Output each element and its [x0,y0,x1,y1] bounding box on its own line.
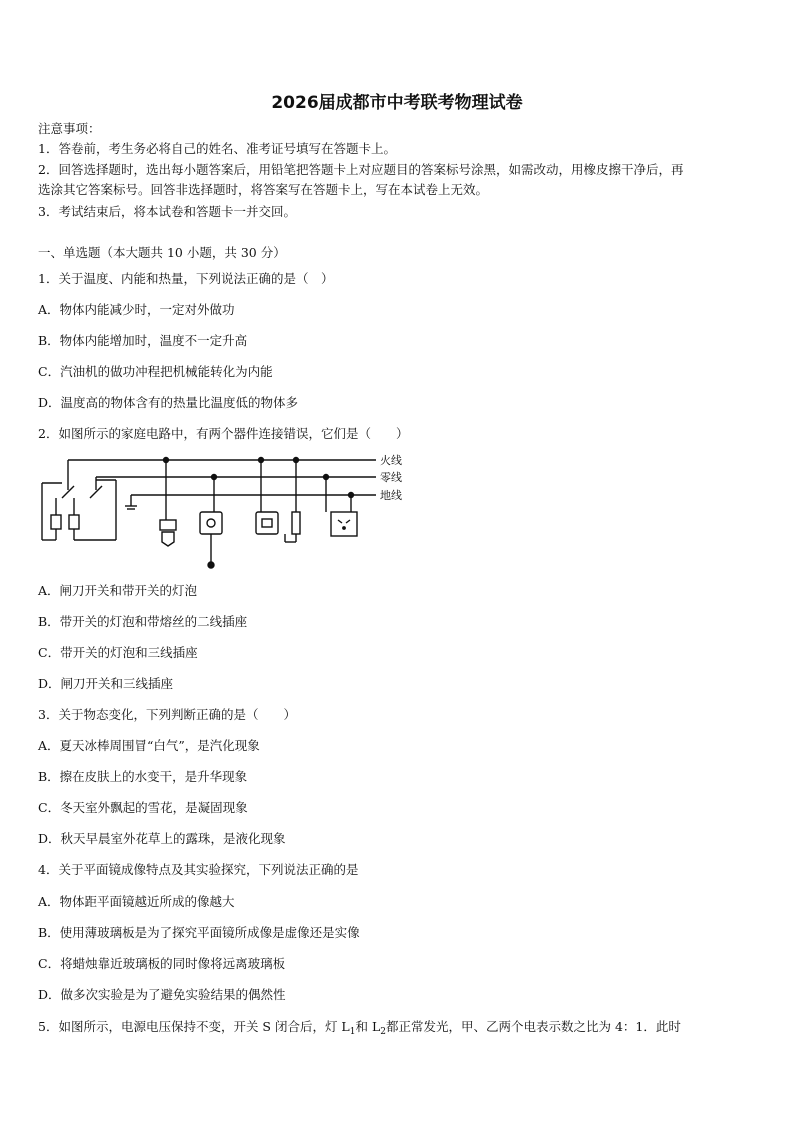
socket [256,512,278,534]
question-1-option-a: A．物体内能减少时，一定对外做功 [38,302,235,317]
three-pin-socket [331,512,357,536]
question-2-option-a: A．闸刀开关和带开关的灯泡 [38,583,198,598]
question-2-option-b: B．带开关的灯泡和带熔丝的二线插座 [38,614,248,629]
question-5-text: 5．如图所示，电源电压保持不变，开关 S 闭合后，灯 L [38,1019,350,1034]
question-5-text: 都正常发光，甲、乙两个电表示数之比为 4：1．此时 [386,1019,681,1034]
live-wire-label: 火线 [380,454,402,467]
question-3-option-d: D．秋天早晨室外花草上的露珠，是液化现象 [38,831,286,846]
neutral-wire-label: 零线 [380,471,402,484]
notice-item: 选涂其它答案标号。回答非选择题时，将答案写在答题卡上，写在本试卷上无效。 [38,182,489,197]
subscript: 2 [380,1027,386,1037]
question-4-option-c: C．将蜡烛靠近玻璃板的同时像将远离玻璃板 [38,956,286,971]
question-4-option-d: D．做多次实验是为了避免实验结果的偶然性 [38,987,286,1002]
question-5-stem [38,1019,681,1040]
socket-face [207,519,215,527]
knife-switch-fuse [69,515,79,529]
question-5-text: 和 L [355,1019,381,1034]
question-4-option-a: A．物体距平面镜越近所成的像越大 [38,894,235,909]
question-4-stem: 4．关于平面镜成像特点及其实验探究，下列说法正确的是 [38,862,359,877]
page-title: 2026届成都市中考联考物理试卷 [271,93,523,113]
question-1-stem: 1．关于温度、内能和热量，下列说法正确的是（ ） [38,271,334,286]
question-2-option-c: C．带开关的灯泡和三线插座 [38,645,198,660]
question-3-option-b: B．擦在皮肤上的水变干，是升华现象 [38,769,248,784]
notice-item: 3．考试结束后，将本试卷和答题卡一并交回。 [38,204,296,219]
question-3-stem: 3．关于物态变化，下列判断正确的是（ ） [38,707,296,722]
fuse [292,512,300,534]
question-2-option-d: D．闸刀开关和三线插座 [38,676,174,691]
section-heading: 一、单选题（本大题共 10 小题，共 30 分） [38,245,286,260]
ground-wire-label: 地线 [380,489,402,502]
notice-item: 2．回答选择题时，选出每小题答案后，用铅笔把答题卡上对应题目的答案标号涂黑，如需改动，用橡皮擦干净后，再 [38,162,684,177]
knife-switch-fuse [51,515,61,529]
question-3-option-c: C．冬天室外飘起的雪花，是凝固现象 [38,800,248,815]
socket-face [262,519,272,527]
junction-dot [208,562,214,568]
question-1-option-c: C．汽油机的做功冲程把机械能转化为内能 [38,364,273,379]
question-2-stem: 2．如图所示的家庭电路中，有两个器件连接错误，它们是（ ） [38,426,409,441]
lamp-switch [160,520,176,530]
two-pin-socket [200,512,222,534]
question-1-option-b: B．物体内能增加时，温度不一定升高 [38,333,248,348]
question-4-option-b: B．使用薄玻璃板是为了探究平面镜所成像是虚像还是实像 [38,925,360,940]
question-3-option-a: A．夏天冰棒周围冒“白气”，是汽化现象 [38,738,260,753]
lamp-bulb [162,532,174,546]
subscript: 1 [349,1027,356,1037]
notice-heading: 注意事项： [38,121,101,136]
question-1-option-d: D．温度高的物体含有的热量比温度低的物体多 [38,395,299,410]
notice-item: 1．答卷前，考生务必将自己的姓名、准考证号填写在答题卡上。 [38,141,396,156]
household-circuit-diagram [36,450,416,572]
